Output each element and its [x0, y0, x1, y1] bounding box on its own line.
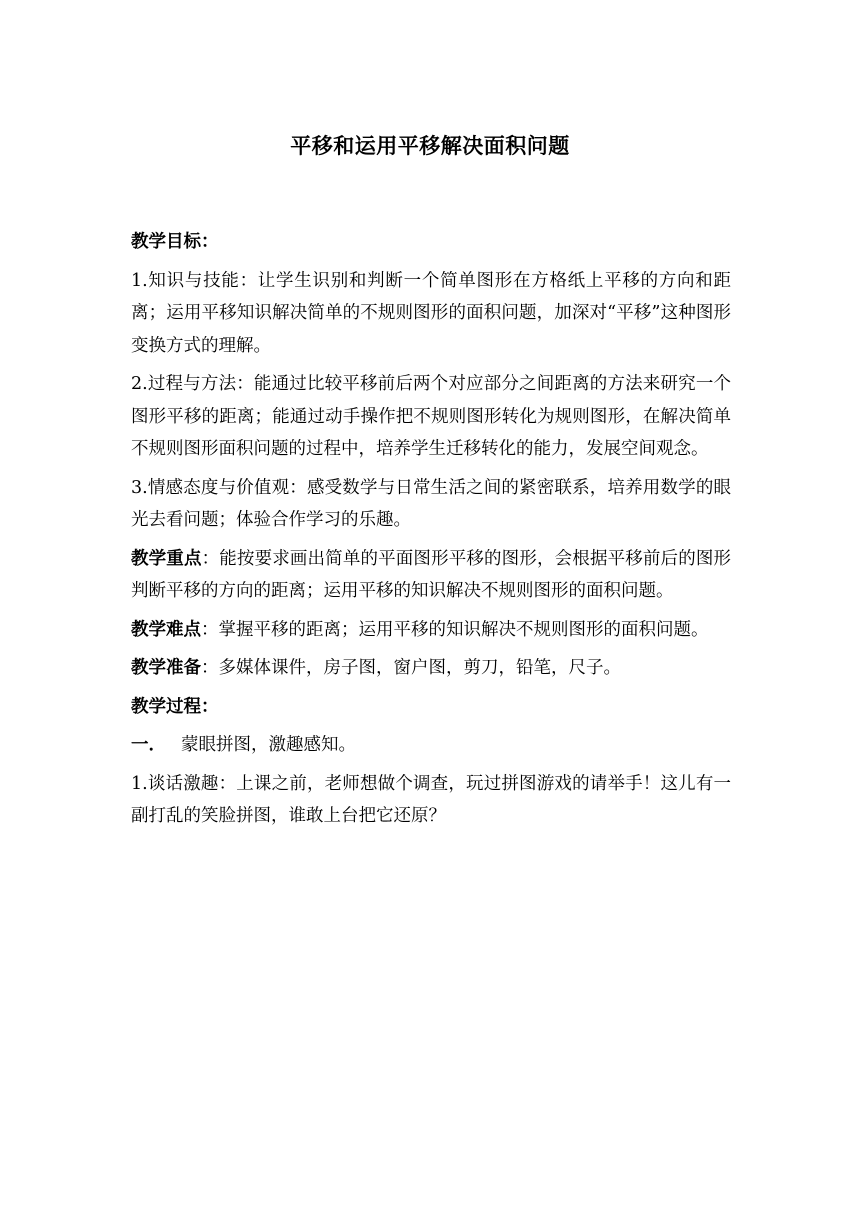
objectives-heading: 教学目标：	[131, 232, 219, 252]
preparation-paragraph	[131, 652, 731, 685]
document-body	[131, 226, 731, 839]
preparation-text: ：多媒体课件，房子图，窗户图，剪刀，铅笔，尺子。	[201, 658, 621, 678]
objective-2: 2.过程与方法：能通过比较平移前后两个对应部分之间距离的方法来研究一个图形平移的距离；能通过动手操作把不规则图形转化为规则图形，在解决简单不规则图形面积问题的过程中，培养学生迁移转化的能力，发展空间观念。	[131, 374, 731, 459]
key-points-label: 教学重点	[131, 548, 202, 569]
process-heading: 教学过程：	[131, 696, 219, 717]
section-1-heading	[131, 729, 731, 762]
difficulties-label: 教学难点	[131, 619, 201, 640]
document-title: 平移和运用平移解决面积问题	[290, 133, 570, 158]
section-1-text: 蒙眼拼图，激趣感知。	[181, 735, 356, 755]
objective-1: 1.知识与技能：让学生识别和判断一个简单图形在方格纸上平移的方向和距离；运用平移知识解决简单的不规则图形的面积问题，加深对“平移”这种图形变换方式的理解。	[131, 270, 731, 356]
section-1-number: 一．	[131, 735, 166, 755]
objective-3: 3.情感态度与价值观：感受数学与日常生活之间的紧密联系，培养用数学的眼光去看问题；体验合作学习的乐趣。	[131, 477, 731, 530]
key-points-text: ：能按要求画出简单的平面图形平移的图形，会根据平移前后的图形判断平移的方向的距离；运用平移的知识解决不规则图形的面积问题。	[131, 548, 732, 601]
preparation-label: 教学准备	[131, 658, 201, 678]
key-points-paragraph	[131, 543, 731, 608]
difficulties-text: ：掌握平移的距离；运用平移的知识解决不规则图形的面积问题。	[201, 619, 709, 640]
difficulties-paragraph	[131, 614, 731, 647]
step-1: 1.谈话激趣：上课之前，老师想做个调查，玩过拼图游戏的请举手！这儿有一副打乱的笑脸拼图，谁敢上台把它还原？	[131, 773, 731, 826]
